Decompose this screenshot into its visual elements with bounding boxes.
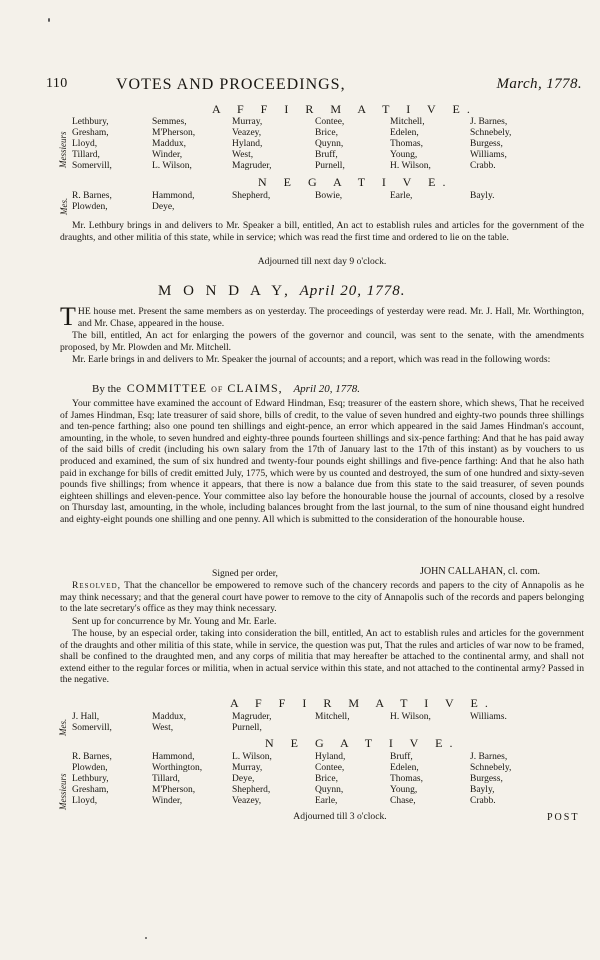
member-name: L. Wilson, [232, 752, 272, 762]
paragraph-committee-report: Your committee have examined the account of Edward Hindman, Esq; treasurer of the eastern shore, which shews, That he received of James Hindman, Esq; late treasurer of said shore, bills of credit, to the value of seven hundred and eighty-two pounds three shillings and ten-pence farthing; also one pound ten shillings and eight-pence, an error which appeared in the said James Hindman's account, amounting, in the whole, to seven hundred and eighty-three pounds fourteen shillings and six-pence farthing: And that he has paid away of the said bills of credit (including his own salary from the 17th of January last to the 17th of this instant) as by vouchers to us produced and examined, the sum of six hundred and twenty-four pounds eight shillings and five-pence farthing: And that he also hath paid in exchange for bills of credit emitted July, 1775, which were by us counted and destroyed, the sum of one hundred and sixty-seven pounds five shillings; from whence it appears, that there is now a balance due from this state to the said treasurer, of seven pounds eighteen shillings and eleven-pence. Your committee also lay before the honourable house the journal of accounts, closed by a resolve on Thursday last, amounting, in the whole, including balances brought from the last journal, to the sum of nine thousand eight hundred and eighty-eight pounds one shilling and one penny. All which is submitted to the consideration of the honourable house. [60, 398, 584, 525]
name-column [470, 752, 511, 807]
member-name: H. Wilson, [390, 161, 431, 171]
name-column [152, 117, 195, 172]
member-name: Hyland, [232, 139, 263, 149]
name-column [152, 752, 202, 807]
member-name: Hyland, [315, 752, 346, 762]
resolved-label: Resolved, [72, 580, 122, 591]
monday-date: April 20, 1778. [299, 283, 406, 299]
name-column [315, 712, 350, 723]
member-name: Edelen, [390, 128, 419, 138]
member-name: Winder, [152, 150, 183, 160]
name-column [315, 752, 345, 807]
header-title: VOTES AND PROCEEDINGS, [116, 76, 346, 93]
name-column [72, 712, 112, 734]
vote1-negative-title: N E G A T I V E. [258, 175, 453, 189]
member-name: Gresham, [72, 128, 109, 138]
member-name: Bruff, [390, 752, 413, 762]
name-column [390, 191, 412, 202]
paragraph-resolved [60, 580, 584, 615]
name-column [315, 117, 345, 172]
name-column [72, 191, 112, 213]
member-name: J. Barnes, [470, 752, 508, 762]
member-name: Earle, [315, 796, 338, 806]
name-column [232, 117, 271, 172]
name-column [390, 117, 431, 172]
name-column [470, 191, 494, 202]
member-name: Thomas, [390, 139, 423, 149]
member-name: J. Hall, [72, 712, 100, 722]
name-column [390, 712, 431, 723]
member-name: Tillard, [72, 150, 100, 160]
member-name: R. Barnes, [72, 752, 112, 762]
member-name: West, [232, 150, 254, 160]
member-name: Worthington, [152, 763, 203, 773]
member-name: Lethbury, [72, 774, 109, 784]
member-name: Hammond, [152, 752, 195, 762]
member-name: R. Barnes, [72, 191, 112, 201]
paper-speck [145, 937, 147, 939]
member-name: Chase, [390, 796, 416, 806]
member-name: West, [152, 723, 174, 733]
vote1-affirmative-title: A F F I R M A T I V E. [212, 102, 477, 116]
vote2-affirmative-list [72, 712, 582, 736]
member-name: Veazey, [232, 796, 262, 806]
member-name: L. Wilson, [152, 161, 192, 171]
member-name: Somervill, [72, 723, 112, 733]
member-name: Shepherd, [232, 191, 271, 201]
member-name: Bruff, [315, 150, 338, 160]
member-name: Semmes, [152, 117, 187, 127]
committee-by: By the [92, 383, 122, 395]
member-name: Bowie, [315, 191, 343, 201]
member-name: Magruder, [232, 712, 272, 722]
member-name: Lloyd, [72, 139, 98, 149]
member-name: Somervill, [72, 161, 112, 171]
member-name: Veazey, [232, 128, 262, 138]
member-name: Contee, [315, 117, 345, 127]
drop-cap: T [60, 302, 76, 331]
member-name: Quynn, [315, 785, 344, 795]
member-name: Thomas, [390, 774, 423, 784]
member-name: Purnell, [232, 723, 262, 733]
member-name: Maddux, [152, 139, 187, 149]
name-column [470, 117, 511, 172]
vote1-side-label: Messieurs [58, 131, 68, 168]
member-name: Burgess, [470, 774, 503, 784]
paragraph-house-met [60, 302, 584, 331]
member-name: Quynn, [315, 139, 344, 149]
vote1-affirmative-list [72, 117, 582, 175]
vote2-negative-list [72, 752, 582, 810]
member-name: Winder, [152, 796, 183, 806]
member-name: Maddux, [152, 712, 187, 722]
running-header [46, 76, 582, 96]
resolved-text: That the chancellor be empowered to remove such of the chancery records and papers to the city of Annapolis as he may think necessary; and that the general court have power to remove to the city of Annapolis such of the records and papers belonging to the late secretary's office as they may think necessary. [60, 580, 584, 615]
paragraph-journal: Mr. Earle brings in and delivers to Mr. Speaker the journal of accounts; and a report, which was read in the following words: [72, 354, 551, 365]
name-column [315, 191, 342, 202]
vote2-side-label: Mes. [58, 718, 68, 736]
member-name: Schnebely, [470, 128, 512, 138]
member-name: Murray, [232, 763, 263, 773]
page-number: 110 [46, 76, 68, 91]
name-column [232, 712, 271, 734]
member-name: Deye, [152, 202, 175, 212]
member-name: Brice, [315, 128, 338, 138]
name-column [390, 752, 423, 807]
header-date: March, 1778. [496, 76, 582, 92]
member-name: Young, [390, 785, 418, 795]
paragraph-sent-up: Sent up for concurrence by Mr. Young and Mr. Earle. [72, 616, 277, 627]
paragraph-rules-articles: The house, by an especial order, taking into consideration the bill, entitled, An act to establish rules and articles for the government of the draughts and other militia of this state, while in service, the question was put, That the rules and articles of war now to be framed, shall be confined to the draughted men, and any corps of militia that may hereafter be attached to the continental army, and shall not extend either to the regular forces or militia, when in actual service within this state, and not attached to the continental army? Passed in the negative. [60, 628, 584, 686]
member-name: Earle, [390, 191, 413, 201]
member-name: Purnell, [315, 161, 345, 171]
signed-clerk: JOHN CALLAHAN, cl. com. [420, 566, 540, 577]
adjournment-2: Adjourned till 3 o'clock. [293, 811, 387, 822]
committee-heading [92, 381, 360, 396]
member-name: H. Wilson, [390, 712, 431, 722]
member-name: Lethbury, [72, 117, 109, 127]
member-name: M'Pherson, [152, 785, 196, 795]
member-name: Burgess, [470, 139, 503, 149]
adjournment-1: Adjourned till next day 9 o'clock. [257, 256, 387, 267]
committee-name: COMMITTEE of CLAIMS, [126, 381, 283, 395]
member-name: M'Pherson, [152, 128, 196, 138]
name-column [152, 712, 186, 734]
member-name: Edelen, [390, 763, 419, 773]
member-name: Lloyd, [72, 796, 98, 806]
member-name: Crabb. [470, 796, 496, 806]
paper-speck [48, 18, 50, 22]
member-name: Hammond, [152, 191, 195, 201]
member-name: Contee, [315, 763, 345, 773]
name-column [72, 752, 112, 807]
member-name: Bayly, [470, 785, 495, 795]
member-name: Mitchell, [390, 117, 425, 127]
vote2-neg-side-label: Messieurs [58, 773, 68, 810]
monday-heading [158, 283, 405, 300]
name-column [232, 752, 272, 807]
name-column [232, 191, 270, 202]
signed-per-order: Signed per order, [212, 568, 278, 579]
committee-date: April 20, 1778. [293, 383, 361, 395]
name-column [470, 712, 507, 723]
paragraph-bill-governor: The bill, entitled, An act for enlarging the powers of the governor and council, was sent to the senate, with the amendments proposed, by Mr. Plowden and Mr. Mitchell. [60, 330, 584, 353]
member-name: Bayly. [470, 191, 495, 201]
member-name: Plowden, [72, 763, 108, 773]
member-name: Mitchell, [315, 712, 350, 722]
paragraph-bill-militia: Mr. Lethbury brings in and delivers to Mr. Speaker a bill, entitled, An act to establish rules and articles for the government of the draughts, and other militia of this state, while in service; which was read the first time and ordered to lie on the table. [60, 220, 584, 243]
member-name: J. Barnes, [470, 117, 508, 127]
catchword: POST [547, 812, 580, 823]
vote1-negative-list [72, 191, 582, 215]
member-name: Magruder, [232, 161, 272, 171]
vote2-negative-title: N E G A T I V E. [265, 736, 460, 750]
member-name: Young, [390, 150, 418, 160]
member-name: Murray, [232, 117, 263, 127]
vote2-affirmative-title: A F F I R M A T I V E. [230, 696, 495, 710]
monday-day: M O N D A Y, [158, 283, 292, 299]
member-name: Crabb. [470, 161, 496, 171]
member-name: Williams. [470, 712, 507, 722]
member-name: Plowden, [72, 202, 108, 212]
member-name: Gresham, [72, 785, 109, 795]
member-name: Shepherd, [232, 785, 271, 795]
name-column [152, 191, 194, 213]
paragraph-house-met-text: HE house met. Present the same members as on yesterday. The proceedings of yesterday were read. Mr. J. Hall, Mr. Worthington, and Mr. Chase, appeared in the house. [77, 306, 584, 329]
member-name: Tillard, [152, 774, 180, 784]
vote1-neg-side-label: Mes. [59, 197, 69, 215]
member-name: Deye, [232, 774, 255, 784]
member-name: Schnebely, [470, 763, 512, 773]
member-name: Williams, [470, 150, 507, 160]
name-column [72, 117, 112, 172]
member-name: Brice, [315, 774, 338, 784]
